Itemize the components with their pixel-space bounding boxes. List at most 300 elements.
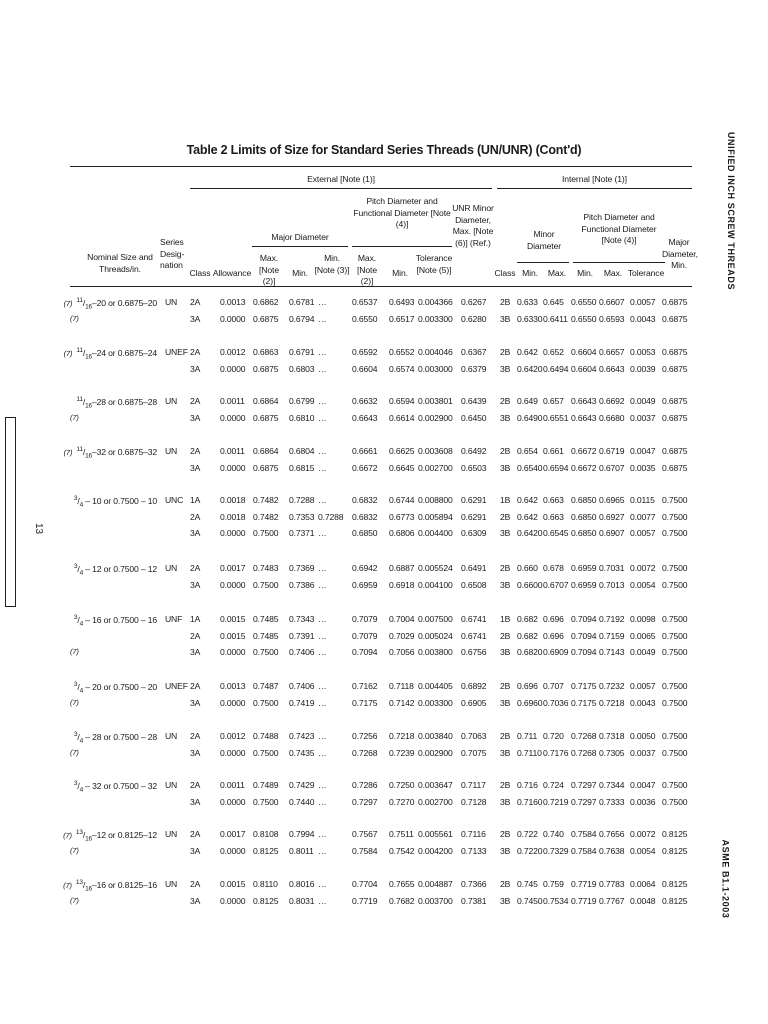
table-cell: 0.6806 bbox=[389, 528, 415, 538]
table-cell: … bbox=[318, 796, 327, 807]
table-cell: 0.7220 bbox=[517, 845, 543, 856]
table-cell: 0.6643 bbox=[571, 412, 597, 423]
nominal-size-text: – 12 or 0.7500 – 12 bbox=[83, 563, 157, 574]
table-cell: 2B bbox=[500, 681, 511, 691]
fraction-numerator: 3 bbox=[73, 681, 78, 688]
table-cell: 2B bbox=[500, 511, 511, 522]
table-cell: 2B bbox=[500, 780, 511, 790]
table-cell: 0.0000 bbox=[220, 363, 246, 374]
table-cell: 1B bbox=[500, 614, 511, 624]
fraction-denominator: 16 bbox=[85, 353, 93, 361]
table-cell: 0.7704 bbox=[352, 879, 378, 889]
table-cell: 0.7655 bbox=[389, 879, 415, 889]
footnote-ref: (7) bbox=[70, 412, 79, 422]
table-cell: 0.6875 bbox=[253, 412, 279, 423]
table-cell: 0.6804 bbox=[289, 446, 315, 456]
table-cell: 0.696 bbox=[543, 630, 564, 641]
table-cell: 0.0037 bbox=[630, 412, 656, 423]
table-cell: 0.7118 bbox=[389, 681, 414, 691]
table-cell: 0.642 bbox=[517, 347, 538, 357]
table-cell: 0.6875 bbox=[662, 396, 688, 406]
series-designation: UN bbox=[165, 446, 178, 456]
table-cell: 0.0054 bbox=[630, 845, 656, 856]
table-cell: 0.0015 bbox=[220, 614, 246, 624]
nominal-size-text: –20 or 0.6875–20 bbox=[92, 297, 157, 308]
table-cell: 0.7094 bbox=[571, 647, 597, 657]
table-cell: 0.6850 bbox=[571, 528, 597, 538]
table-cell: 0.7329 bbox=[543, 845, 569, 856]
table-cell: 0.7482 bbox=[253, 495, 279, 505]
table-cell: 0.657 bbox=[543, 396, 564, 406]
nominal-size-text: – 28 or 0.7500 – 28 bbox=[83, 731, 157, 742]
table-cell: 0.6875 bbox=[253, 363, 279, 374]
table-cell: … bbox=[318, 895, 327, 906]
table-cell: 0.6875 bbox=[662, 446, 688, 456]
table-cell: 0.6799 bbox=[289, 396, 315, 406]
table-cell: 0.6832 bbox=[352, 511, 378, 522]
table-cell: 3B bbox=[500, 313, 511, 324]
table-cell: 0.7232 bbox=[599, 681, 625, 691]
table-cell: 0.6965 bbox=[599, 495, 625, 505]
table-cell: 2A bbox=[190, 347, 201, 357]
header-nominal: Nominal Size and Threads/in. bbox=[87, 252, 153, 274]
table-cell: 0.682 bbox=[517, 630, 538, 641]
table-cell: 0.6864 bbox=[253, 396, 279, 406]
table-cell: 0.7500 bbox=[662, 614, 688, 624]
table-cell: 0.003000 bbox=[418, 363, 453, 374]
nominal-size-label: $^3/_4 - 10$ or 0.7500 – 10 bbox=[73, 495, 157, 509]
header-pitch-max: Max. [Note (2)] bbox=[356, 253, 378, 286]
major-diameter-rule bbox=[252, 246, 348, 247]
table-cell: 0.6791 bbox=[289, 347, 315, 357]
table-cell: 0.004200 bbox=[418, 845, 453, 856]
table-cell: 0.6494 bbox=[543, 363, 569, 374]
table-cell: … bbox=[318, 347, 327, 357]
table-cell: 2B bbox=[500, 446, 511, 456]
table-cell: 0.6379 bbox=[461, 363, 487, 374]
table-cell: 0.005561 bbox=[418, 829, 453, 839]
table-cell: 0.7435 bbox=[289, 747, 315, 758]
table-cell: 0.007500 bbox=[418, 614, 453, 624]
table-cell: 0.0000 bbox=[220, 528, 246, 538]
table-cell: 0.682 bbox=[517, 614, 538, 624]
series-designation: UN bbox=[165, 396, 178, 406]
table-cell: 0.6887 bbox=[389, 563, 415, 573]
table-cell: … bbox=[318, 412, 327, 423]
nominal-size-label: $^{11}/_{16}-28$ or 0.6875–28 bbox=[76, 396, 157, 410]
table-cell: 2A bbox=[190, 681, 201, 691]
header-internal: Internal [Note (1)] bbox=[562, 174, 627, 184]
table-cell: 0.7584 bbox=[352, 845, 378, 856]
table-cell: 0.002700 bbox=[418, 796, 453, 807]
table-cell: 0.6832 bbox=[352, 495, 378, 505]
table-cell: 0.0015 bbox=[220, 630, 246, 641]
table-cell: 0.6545 bbox=[543, 528, 569, 538]
table-cell: 0.6592 bbox=[352, 347, 378, 357]
table-cell: 0.678 bbox=[543, 563, 564, 573]
table-cell: 0.7371 bbox=[289, 528, 315, 538]
table-cell: 0.7063 bbox=[461, 731, 487, 741]
table-cell: … bbox=[318, 681, 327, 691]
table-cell: 0.7500 bbox=[253, 647, 279, 657]
fraction-denominator: 16 bbox=[85, 885, 93, 893]
table-cell: 0.7487 bbox=[253, 681, 279, 691]
table-cell: 0.7500 bbox=[253, 697, 279, 708]
table-cell: 0.7419 bbox=[289, 697, 315, 708]
table-cell: 0.652 bbox=[543, 347, 564, 357]
side-running-title: UNIFIED INCH SCREW THREADS bbox=[726, 131, 737, 291]
table-cell: 0.663 bbox=[543, 495, 564, 505]
series-designation: UN bbox=[165, 829, 178, 839]
table-cell: 0.7031 bbox=[599, 563, 625, 573]
table-cell: 0.0000 bbox=[220, 462, 246, 473]
table-cell: 3B bbox=[500, 412, 511, 423]
table-cell: 0.0049 bbox=[630, 396, 656, 406]
table-cell: 0.8125 bbox=[662, 895, 688, 906]
table-cell: 0.8125 bbox=[662, 845, 688, 856]
series-designation: UNEF bbox=[165, 347, 188, 357]
table-cell: 0.7719 bbox=[352, 895, 378, 906]
table-cell: 0.6309 bbox=[461, 528, 487, 538]
table-cell: 0.7500 bbox=[662, 731, 688, 741]
table-cell: 0.6719 bbox=[599, 446, 625, 456]
fraction-numerator: 3 bbox=[73, 731, 78, 738]
fraction-numerator: 11 bbox=[76, 297, 83, 304]
table-cell: 0.6594 bbox=[543, 462, 569, 473]
table-cell: 0.6680 bbox=[599, 412, 625, 423]
table-cell: 0.7994 bbox=[289, 829, 315, 839]
table-cell: 0.6810 bbox=[289, 412, 315, 423]
table-cell: 0.7500 bbox=[662, 579, 688, 590]
table-cell: 0.7218 bbox=[389, 731, 415, 741]
table-cell: 0.696 bbox=[517, 681, 538, 691]
table-cell: … bbox=[318, 647, 327, 657]
table-cell: 0.6607 bbox=[599, 297, 625, 307]
table-cell: 0.7133 bbox=[461, 845, 487, 856]
table-cell: 0.7500 bbox=[662, 747, 688, 758]
table-cell: … bbox=[318, 829, 327, 839]
pitch-int-rule bbox=[573, 262, 665, 263]
table-cell: 0.711 bbox=[517, 731, 538, 741]
table-cell: 0.7500 bbox=[662, 630, 688, 641]
table-cell: 0.003700 bbox=[418, 895, 453, 906]
table-cell: … bbox=[318, 363, 327, 374]
table-cell: 0.7500 bbox=[662, 647, 688, 657]
table-cell: 0.0053 bbox=[630, 347, 656, 357]
table-cell: 0.6850 bbox=[571, 511, 597, 522]
table-cell: 0.745 bbox=[517, 879, 538, 889]
table-cell: 2A bbox=[190, 879, 201, 889]
table-cell: 0.660 bbox=[517, 563, 538, 573]
fraction-numerator: 11 bbox=[76, 396, 83, 403]
table-cell: 0.6960 bbox=[517, 697, 543, 708]
header-major-max: Max. [Note (2)] bbox=[258, 253, 280, 286]
table-cell: 2A bbox=[190, 731, 201, 741]
table-cell: 0.7638 bbox=[599, 845, 625, 856]
fraction-denominator: 4 bbox=[79, 569, 84, 577]
table-cell: 0.6672 bbox=[352, 462, 378, 473]
table-cell: 0.7056 bbox=[389, 647, 415, 657]
table-cell: 0.7175 bbox=[352, 697, 378, 708]
table-cell: … bbox=[318, 630, 327, 641]
table-cell: … bbox=[318, 747, 327, 758]
table-cell: 0.7297 bbox=[571, 796, 597, 807]
table-cell: 0.6550 bbox=[571, 313, 597, 324]
fraction-denominator: 4 bbox=[79, 786, 84, 794]
table-cell: 0.6756 bbox=[461, 647, 487, 657]
table-cell: 0.004100 bbox=[418, 579, 453, 590]
table-cell: 0.7116 bbox=[461, 829, 486, 839]
table-cell: 0.7343 bbox=[289, 614, 315, 624]
footnote-ref: (7) bbox=[63, 880, 72, 890]
table-cell: 0.8125 bbox=[253, 845, 279, 856]
table-cell: 0.8016 bbox=[289, 879, 315, 889]
table-cell: 0.6959 bbox=[571, 563, 597, 573]
table-cell: 0.7036 bbox=[543, 697, 569, 708]
table-cell: 0.7500 bbox=[662, 495, 688, 505]
fraction-numerator: 3 bbox=[73, 614, 78, 621]
table-cell: 0.0077 bbox=[630, 511, 656, 522]
table-cell: 0.6550 bbox=[571, 297, 597, 307]
table-cell: 0.6672 bbox=[571, 446, 597, 456]
table-cell: 0.7488 bbox=[253, 731, 279, 741]
table-cell: 3A bbox=[190, 313, 201, 324]
table-cell: 0.6863 bbox=[253, 347, 279, 357]
table-cell: 0.6537 bbox=[352, 297, 378, 307]
table-cell: 0.6918 bbox=[389, 579, 415, 590]
table-cell: 0.6508 bbox=[461, 579, 487, 590]
table-cell: 0.7288 bbox=[318, 511, 344, 522]
table-cell: 0.7029 bbox=[389, 630, 415, 641]
table-cell: 0.7450 bbox=[517, 895, 543, 906]
fraction-denominator: 4 bbox=[79, 737, 84, 745]
fraction-denominator: 4 bbox=[79, 620, 84, 628]
table-cell: 3A bbox=[190, 845, 201, 856]
table-cell: 0.8110 bbox=[253, 879, 278, 889]
table-cell: 0.7500 bbox=[662, 780, 688, 790]
table-cell: 0.7288 bbox=[289, 495, 315, 505]
table-cell: 0.6850 bbox=[571, 495, 597, 505]
table-cell: 0.6820 bbox=[517, 647, 543, 657]
table-cell: 0.0011 bbox=[220, 780, 245, 790]
table-cell: 3A bbox=[190, 363, 201, 374]
table-cell: 0.645 bbox=[543, 297, 564, 307]
header-tolerance-ext: Tolerance [Note (5)] bbox=[415, 253, 453, 275]
table-cell: 0.0000 bbox=[220, 647, 246, 657]
table-cell: 3B bbox=[500, 796, 511, 807]
table-cell: … bbox=[318, 396, 327, 406]
table-cell: 3A bbox=[190, 895, 201, 906]
table-cell: 0.6604 bbox=[571, 347, 597, 357]
table-cell: 0.6942 bbox=[352, 563, 378, 573]
header-minor-min: Min. bbox=[522, 268, 538, 278]
table-cell: 0.0047 bbox=[630, 780, 656, 790]
table-cell: 0.7534 bbox=[543, 895, 569, 906]
table-cell: 0.7256 bbox=[352, 731, 378, 741]
table-cell: 0.0057 bbox=[630, 528, 656, 538]
table-cell: 0.7500 bbox=[662, 511, 688, 522]
table-cell: 0.0047 bbox=[630, 446, 656, 456]
table-cell: 0.0037 bbox=[630, 747, 656, 758]
nominal-size-text: –12 or 0.8125–12 bbox=[92, 829, 157, 840]
nominal-size-label: (7) $^{11}/_{16}-20$ or 0.6875–20 bbox=[63, 297, 157, 311]
table-cell: 0.7218 bbox=[599, 697, 625, 708]
table-cell: 0.7682 bbox=[389, 895, 415, 906]
table-cell: 0.7175 bbox=[571, 681, 597, 691]
table-cell: 0.7143 bbox=[599, 647, 625, 657]
table-cell: 0.0012 bbox=[220, 731, 246, 741]
table-cell: 0.6707 bbox=[599, 462, 625, 473]
table-cell: 3B bbox=[500, 845, 511, 856]
table-cell: 0.6773 bbox=[389, 511, 415, 522]
header-pitch-int-min: Min. bbox=[577, 268, 593, 278]
table-cell: 0.661 bbox=[543, 446, 564, 456]
table-cell: … bbox=[318, 313, 327, 324]
table-cell: 3A bbox=[190, 528, 201, 538]
table-cell: 0.0098 bbox=[630, 614, 656, 624]
table-cell: 2B bbox=[500, 630, 511, 641]
table-cell: 0.7268 bbox=[571, 747, 597, 758]
table-cell: 0.6493 bbox=[389, 297, 415, 307]
table-cell: 0.6614 bbox=[389, 412, 415, 423]
table-cell: 0.6552 bbox=[389, 347, 415, 357]
fraction-denominator: 16 bbox=[85, 835, 93, 843]
table-cell: 0.004366 bbox=[418, 297, 453, 307]
nominal-size-label: $^3/_4 - 32$ or 0.7500 – 32 bbox=[73, 780, 157, 794]
table-cell: 0.008800 bbox=[418, 495, 453, 505]
table-cell: 0.6959 bbox=[352, 579, 378, 590]
table-cell: 2A bbox=[190, 396, 201, 406]
table-cell: 0.6291 bbox=[461, 511, 487, 522]
table-cell: 0.004887 bbox=[418, 879, 453, 889]
table-cell: 0.7318 bbox=[599, 731, 625, 741]
table-cell: 0.0039 bbox=[630, 363, 656, 374]
table-cell: 0.6875 bbox=[662, 313, 688, 324]
table-cell: 0.005524 bbox=[418, 563, 453, 573]
table-cell: … bbox=[318, 462, 327, 473]
series-designation: UN bbox=[165, 563, 178, 573]
table-cell: 0.7192 bbox=[599, 614, 625, 624]
nominal-size-text: – 10 or 0.7500 – 10 bbox=[83, 495, 157, 506]
table-cell: 0.003647 bbox=[418, 780, 453, 790]
table-cell: 0.0017 bbox=[220, 563, 246, 573]
table-cell: 0.003300 bbox=[418, 313, 453, 324]
table-cell: 0.0048 bbox=[630, 895, 656, 906]
table-cell: 0.004046 bbox=[418, 347, 453, 357]
table-cell: … bbox=[318, 697, 327, 708]
table-cell: 0.722 bbox=[517, 829, 538, 839]
table-cell: 0.6450 bbox=[461, 412, 487, 423]
table-cell: 0.0000 bbox=[220, 313, 246, 324]
table-cell: 0.6875 bbox=[253, 462, 279, 473]
footnote-ref: (7) bbox=[63, 447, 73, 457]
table-cell: 0.0013 bbox=[220, 681, 246, 691]
table-cell: 0.0043 bbox=[630, 697, 656, 708]
table-cell: 0.002900 bbox=[418, 747, 453, 758]
table-cell: … bbox=[318, 446, 327, 456]
table-cell: … bbox=[318, 579, 327, 590]
fraction-denominator: 4 bbox=[79, 501, 84, 509]
table-cell: 0.7489 bbox=[253, 780, 279, 790]
series-designation: UNC bbox=[165, 495, 184, 505]
table-cell: 0.6600 bbox=[517, 579, 543, 590]
table-cell: 0.0064 bbox=[630, 879, 656, 889]
table-cell: 3B bbox=[500, 528, 511, 538]
table-cell: 0.0013 bbox=[220, 297, 246, 307]
table-cell: 0.7783 bbox=[599, 879, 625, 889]
table-cell: 2B bbox=[500, 829, 511, 839]
table-cell: 0.6594 bbox=[389, 396, 415, 406]
table-cell: 0.6875 bbox=[662, 462, 688, 473]
table-cell: 0.6439 bbox=[461, 396, 487, 406]
table-cell: 0.005894 bbox=[418, 511, 453, 522]
header-class-ext: Class bbox=[189, 268, 211, 278]
table-cell: 0.7482 bbox=[253, 511, 279, 522]
table-cell: 0.696 bbox=[543, 614, 564, 624]
table-cell: 0.707 bbox=[543, 681, 564, 691]
header-class-int: Class bbox=[494, 268, 516, 278]
table-cell: 0.6490 bbox=[517, 412, 543, 423]
table-cell: 0.0072 bbox=[630, 829, 656, 839]
table-cell: 0.642 bbox=[517, 495, 538, 505]
nominal-size-text: – 20 or 0.7500 – 20 bbox=[83, 681, 157, 692]
table-cell: 0.7381 bbox=[461, 895, 487, 906]
table-cell: 0.6907 bbox=[599, 528, 625, 538]
header-allowance: Allowance bbox=[212, 268, 252, 278]
table-cell: 0.6959 bbox=[571, 579, 597, 590]
table-cell: 0.0000 bbox=[220, 412, 246, 423]
table-cell: 0.6625 bbox=[389, 446, 415, 456]
table-cell: 0.004400 bbox=[418, 528, 453, 538]
table-cell: 2B bbox=[500, 297, 511, 307]
table-cell: 0.7500 bbox=[253, 579, 279, 590]
table-cell: 0.003840 bbox=[418, 731, 453, 741]
table-cell: 0.6672 bbox=[571, 462, 597, 473]
table-cell: 0.0065 bbox=[630, 630, 656, 641]
nominal-size-text: –32 or 0.6875–32 bbox=[92, 446, 157, 457]
table-cell: 0.7567 bbox=[352, 829, 378, 839]
table-cell: 2B bbox=[500, 563, 511, 573]
footnote-ref: (7) bbox=[70, 647, 79, 656]
table-cell: 3A bbox=[190, 747, 201, 758]
table-cell: 0.642 bbox=[517, 511, 538, 522]
table-cell: 0.0000 bbox=[220, 845, 246, 856]
table-cell: 0.6632 bbox=[352, 396, 378, 406]
table-cell: 0.7500 bbox=[662, 697, 688, 708]
table-cell: 0.0115 bbox=[630, 495, 655, 505]
header-pitch-int: Pitch Diameter and Functional Diameter [Note (4)] bbox=[581, 212, 657, 245]
table-cell: 0.6850 bbox=[352, 528, 378, 538]
table-cell: 0.7423 bbox=[289, 731, 315, 741]
footnote-ref: (7) bbox=[70, 895, 79, 905]
table-cell: 0.004405 bbox=[418, 681, 453, 691]
table-cell: 0.7079 bbox=[352, 630, 378, 641]
table-cell: 0.7159 bbox=[599, 630, 625, 641]
table-cell: 2A bbox=[190, 780, 201, 790]
table-cell: 3A bbox=[190, 647, 201, 657]
table-cell: 0.6875 bbox=[662, 297, 688, 307]
table-cell: 0.6411 bbox=[543, 313, 568, 324]
pitch-ext-rule bbox=[352, 246, 452, 247]
table-cell: 0.6492 bbox=[461, 446, 487, 456]
table-cell: 0.7305 bbox=[599, 747, 625, 758]
table-cell: 0.7656 bbox=[599, 829, 625, 839]
table-cell: 0.6875 bbox=[662, 347, 688, 357]
table-cell: 0.6905 bbox=[461, 697, 487, 708]
table-cell: 0.7719 bbox=[571, 895, 597, 906]
table-cell: 3B bbox=[500, 647, 511, 657]
nominal-size-label: (7) $^{13}/_{16}-16$ or 0.8125–16 bbox=[63, 879, 157, 893]
